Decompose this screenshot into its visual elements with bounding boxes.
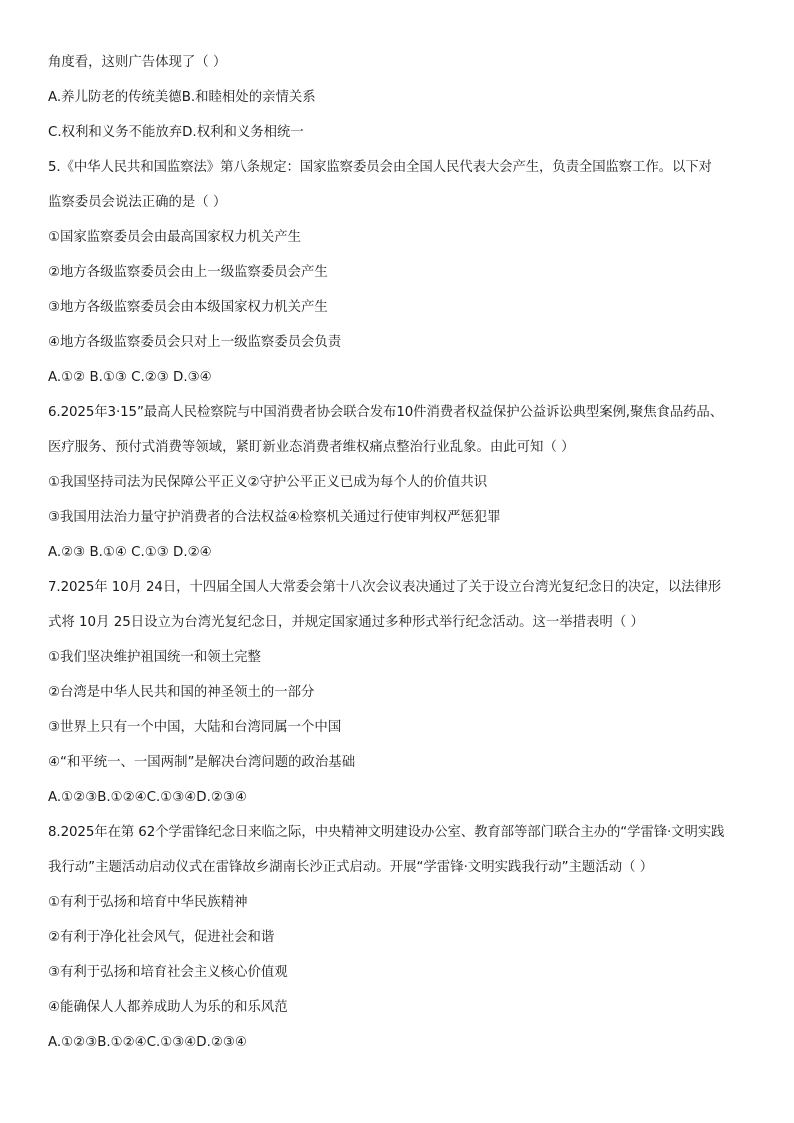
- text-line: 角度看，这则广告体现了（ ）: [48, 55, 227, 70]
- question-5-stem: 5.《中华人民共和国监察法》第八条规定：国家监察委员会由全国人民代表大会产生，负责全国监察工作。以下对: [48, 160, 712, 175]
- document-page: [48, 54, 758, 1069]
- statement-line: ③有利于弘扬和培育社会主义核心价值观: [48, 965, 288, 980]
- question-8-stem-continued: 我行动”主题活动启动仪式在雷锋故乡湖南长沙正式启动。开展“学雷锋·文明实践我行动”主题活动（ ）: [48, 860, 654, 875]
- statement-line: ①有利于弘扬和培育中华民族精神: [48, 895, 248, 910]
- question-6-stem-continued: 医疗服务、预付式消费等领域，紧盯新业态消费者维权痛点整治行业乱象。由此可知（ ）: [48, 440, 575, 455]
- option-line: A.①②③B.①②④C.①③④D.②③④: [48, 1035, 247, 1050]
- statement-line: ②地方各级监察委员会由上一级监察委员会产生: [48, 265, 328, 280]
- question-7-stem-continued: 式将 10月 25日设立为台湾光复纪念日，并规定国家通过多种形式举行纪念活动。这一举措表明（ ）: [48, 615, 644, 630]
- statement-line: ①我国坚持司法为民保障公平正义②守护公平正义已成为每个人的价值共识: [48, 475, 488, 490]
- question-8-stem: 8.2025年在第 62个学雷锋纪念日来临之际，中央精神文明建设办公室、教育部等部门联合主办的“学雷锋·文明实践: [48, 825, 725, 840]
- statement-line: ④地方各级监察委员会只对上一级监察委员会负责: [48, 335, 342, 350]
- statement-line: ④“和平统一、一国两制”是解决台湾问题的政治基础: [48, 755, 356, 770]
- statement-line: ③世界上只有一个中国，大陆和台湾同属一个中国: [48, 720, 342, 735]
- statement-line: ①我们坚决维护祖国统一和领土完整: [48, 650, 261, 665]
- option-line: C.权利和义务不能放弃D.权利和义务相统一: [48, 125, 304, 140]
- option-line: A.①② B.①③ C.②③ D.③④: [48, 370, 212, 385]
- question-7-stem: 7.2025年 10月 24日，十四届全国人大常委会第十八次会议表决通过了关于设立台湾光复纪念日的决定，以法律形: [48, 580, 722, 595]
- statement-line: ①国家监察委员会由最高国家权力机关产生: [48, 230, 302, 245]
- question-6-stem: 6.2025年3·15”最高人民检察院与中国消费者协会联合发布10件消费者权益保护公益诉讼典型案例,聚焦食品药品、: [48, 405, 723, 420]
- statement-line: ③地方各级监察委员会由本级国家权力机关产生: [48, 300, 328, 315]
- statement-line: ②有利于净化社会风气，促进社会和谐: [48, 930, 275, 945]
- question-5-stem-continued: 监察委员会说法正确的是（ ）: [48, 195, 227, 210]
- statement-line: ②台湾是中华人民共和国的神圣领土的一部分: [48, 685, 315, 700]
- option-line: A.养儿防老的传统美德B.和睦相处的亲情关系: [48, 90, 316, 105]
- option-line: A.②③ B.①④ C.①③ D.②④: [48, 545, 212, 560]
- statement-line: ④能确保人人都养成助人为乐的和乐风范: [48, 1000, 288, 1015]
- option-line: A.①②③B.①②④C.①③④D.②③④: [48, 790, 247, 805]
- statement-line: ③我国用法治力量守护消费者的合法权益④检察机关通过行使审判权严惩犯罪: [48, 510, 501, 525]
